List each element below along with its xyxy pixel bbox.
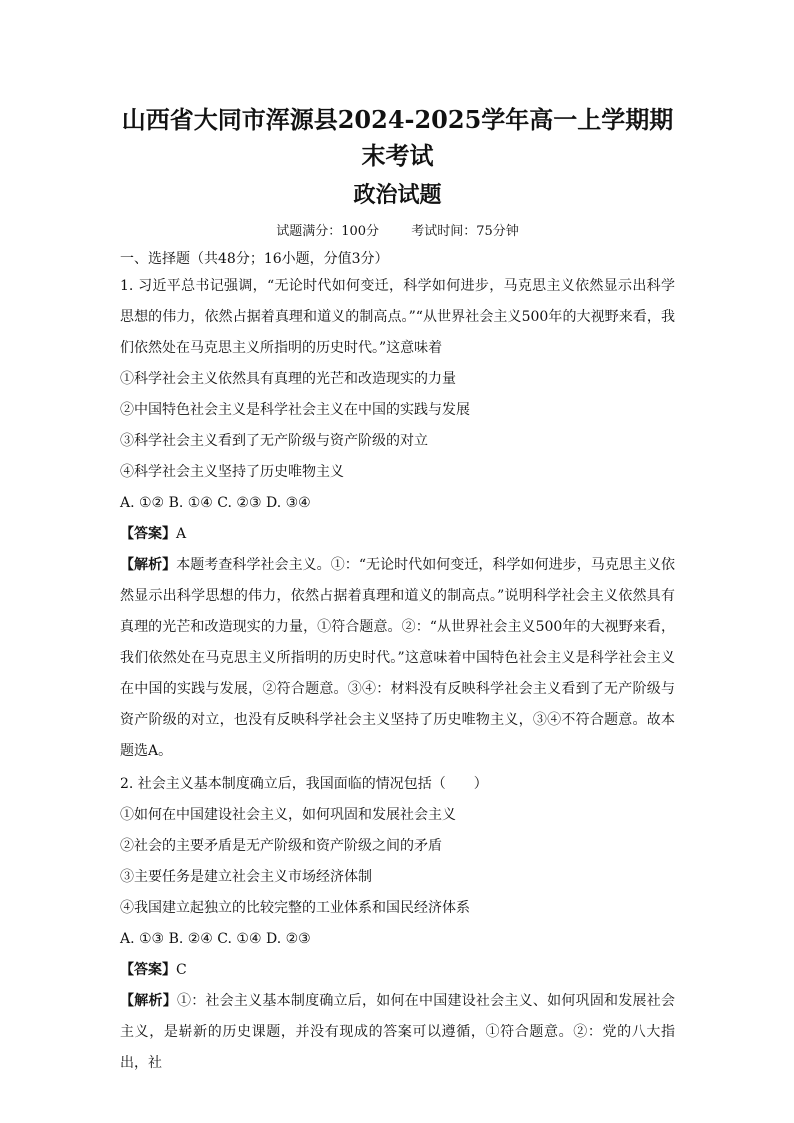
question-1-answer-label: 【答案】 <box>120 526 176 542</box>
question-1-analysis <box>120 550 675 767</box>
question-2-analysis-text: ①：社会主义基本制度确立后，如何在中国建设社会主义、如何巩固和发展社会主义，是崭新的历史课题，并没有现成的答案可以遵循，①符合题意。②：党的八大指出，社 <box>120 993 676 1071</box>
question-2-stem: 2. 社会主义基本制度确立后，我国面临的情况包括（ ） <box>120 776 488 792</box>
question-2-analysis-label: 【解析】 <box>120 993 177 1009</box>
question-2-option-2: ②社会的主要矛盾是无产阶级和资产阶级之间的矛盾 <box>120 838 442 854</box>
document-subtitle: 政治试题 <box>353 182 442 208</box>
question-1 <box>120 271 675 767</box>
question-1-analysis-text: 本题考查科学社会主义。①：“无论时代如何变迁，科学如何进步，马克思主义依然显示出科学思想的伟力，依然占据着真理和道义的制高点。”说明科学社会主义依然具有真理的光芒和改造现实的力量，①符合题意。②：“从世界社会主义500年的大视野来看，我们依然处在马克思主义所指明的历史时代。”这意味着中国特色社会主义是科学社会主义在中国的实践与发展，②符合题意。③④：材料没有反映科学社会主义看到了无产阶级与资产阶级的对立，也没有反映科学社会主义坚持了历史唯物主义，③④不符合题意。故本题选A。 <box>120 557 676 759</box>
question-1-analysis-label: 【解析】 <box>120 557 177 573</box>
question-1-answer <box>120 519 675 550</box>
document-title: 山西省大同市浑源县2024-2025学年高一上学期期末考试 <box>121 105 674 170</box>
exam-meta <box>120 222 675 242</box>
question-2 <box>120 769 675 1079</box>
question-2-option-1: ①如何在中国建设社会主义，如何巩固和发展社会主义 <box>120 807 456 823</box>
question-1-option-4: ④科学社会主义坚持了历史唯物主义 <box>120 464 344 480</box>
question-2-choices: A. ①③ B. ②④ C. ①④ D. ②③ <box>120 931 311 947</box>
question-1-choices: A. ①② B. ①④ C. ②③ D. ③④ <box>120 495 311 511</box>
question-2-option-4: ④我国建立起独立的比较完整的工业体系和国民经济体系 <box>120 900 470 916</box>
question-2-answer-label: 【答案】 <box>120 962 176 978</box>
question-1-option-2: ②中国特色社会主义是科学社会主义在中国的实践与发展 <box>120 402 470 418</box>
question-2-option-3: ③主要任务是建立社会主义市场经济体制 <box>120 869 372 885</box>
question-2-answer <box>120 955 675 986</box>
question-1-option-3: ③科学社会主义看到了无产阶级与资产阶级的对立 <box>120 433 428 449</box>
question-2-answer-value: C <box>176 962 187 978</box>
question-1-stem: 1. 习近平总书记强调，“无论时代如何变迁，科学如何进步，马克思主义依然显示出科学思想的伟力，依然占据着真理和道义的制高点。”“从世界社会主义500年的大视野来看，我们依然处在马克思主义所指明的历史时代。”这意味着 <box>120 278 675 356</box>
section-heading: 一、选择题（共48分；16小题，分值3分） <box>120 251 389 267</box>
question-1-answer-value: A <box>176 526 187 542</box>
document-content <box>120 102 675 1079</box>
question-2-analysis <box>120 986 675 1079</box>
question-1-option-1: ①科学社会主义依然具有真理的光芒和改造现实的力量 <box>120 371 456 387</box>
exam-score: 试题满分：100分 <box>276 224 380 239</box>
exam-time: 考试时间：75分钟 <box>411 224 519 239</box>
